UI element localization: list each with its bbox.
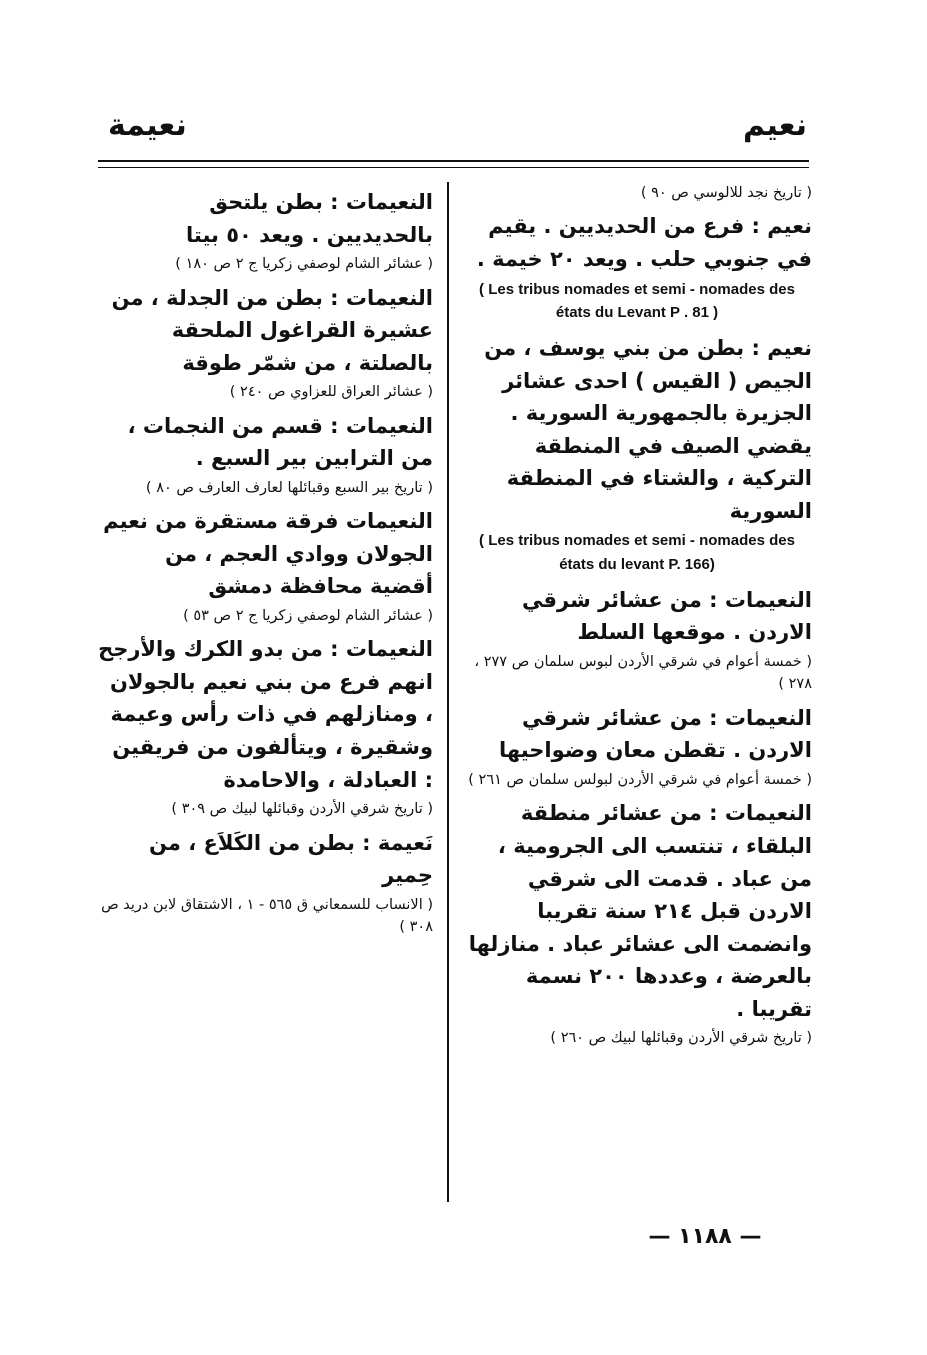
right-column bbox=[462, 180, 812, 1054]
left-entry-8: النعيمات : من بدو الكرك والأرجح انهم فرع من بني نعيم بالجولان ، ومنازلهم في ذات رأس وعيمة وشقيرة ، ويتألفون من فريقين : العبادلة ، والاحامدة bbox=[98, 637, 433, 792]
right-reference-6: ( خمسة أعوام في شرقي الأردن لبوس سلمان ص ٢٧٧ ، ٢٧٨ ) bbox=[474, 653, 812, 693]
header-left-word: نعيمة bbox=[108, 108, 187, 143]
left-entry-6: النعيمات فرقة مستقرة من نعيم الجولان ووادي العجم ، من أقضية محافظة دمشق bbox=[103, 509, 433, 599]
right-entry-1: نعيم : فرع من الحديديين . يقيم في جنوبي حلب . ويعد ٢٠ خيمة . bbox=[476, 214, 812, 272]
right-reference-0: ( تاريخ نجد للالوسي ص ٩٠ ) bbox=[640, 185, 812, 201]
right-entry-5: النعيمات : من عشائر شرقي الاردن . موقعها السلط bbox=[522, 587, 812, 645]
right-entry-7: النعيمات : من عشائر شرقي الاردن . تقطن معان وضواحيها bbox=[498, 705, 812, 763]
left-reference-1: ( عشائر الشام لوصفي زكريا ج ٢ ص ١٨٠ ) bbox=[175, 256, 433, 273]
right-reference-10: ( تاريخ شرقي الأردن وقبائلها لبيك ص ٢٦٠ ) bbox=[550, 1030, 812, 1047]
left-reference-9: ( تاريخ شرقي الأردن وقبائلها لبيك ص ٣٠٩ ) bbox=[171, 801, 433, 818]
header-rule-thin bbox=[98, 167, 809, 168]
left-reference-7: ( عشائر الشام لوصفي زكريا ج ٢ ص ٥٣ ) bbox=[183, 607, 433, 624]
right-reference-2: ( Les tribus nomades et semi - nomades des états du Levant P . 81 ) bbox=[479, 280, 795, 321]
left-entry-10: نَعيمة : بطن من الكَلاَع ، من حِمير bbox=[149, 830, 433, 888]
header-rule-thick bbox=[98, 160, 809, 162]
left-entry-2: النعيمات : بطن من الجدلة ، من عشيرة القراغول الملحقة بالصلتة ، من شمّر طوقة bbox=[111, 285, 433, 375]
left-reference-11: ( الانساب للسمعاني ق ٥٦٥ - ١ ، الاشتقاق لابن دريد ص ٣٠٨ ) bbox=[101, 896, 433, 936]
header-right-word: نعيم bbox=[743, 108, 807, 143]
left-entry-0: النعيمات : بطن يلتحق بالحديديين . ويعد ٥٠ بيتا bbox=[186, 190, 433, 247]
left-entry-4: النعيمات : قسم من النجمات ، من الترابين بير السبع . bbox=[127, 413, 433, 471]
page-number: — ١١٨٨ — bbox=[648, 1224, 762, 1249]
right-entry-9: النعيمات : من عشائر منطقة البلقاء ، تنتسب الى الجرومية ، من عباد . قدمت الى شرقي الاردن قبل ٢١٤ سنة تقريبا وانضمت الى عشائر عباد . منازلها بالعرضة ، وعددها ٢٠٠ نسمة تقريبا . bbox=[468, 801, 812, 1021]
column-divider bbox=[447, 182, 449, 1202]
right-reference-8: ( خمسة أعوام في شرقي الأردن لبولس سلمان ص ٢٦١ ) bbox=[468, 771, 812, 788]
left-column bbox=[98, 180, 433, 943]
right-reference-4: ( Les tribus nomades et semi - nomades des états du levant P. 166) bbox=[479, 532, 795, 573]
right-entry-3: نعيم : بطن من بني يوسف ، من الجيص ( القيس ) احدى عشائر الجزيرة بالجمهورية السورية . يقضي الصيف في المنطقة التركية ، والشتاء في المنطقة السورية bbox=[484, 336, 812, 523]
left-reference-3: ( عشائر العراق للعزاوي ص ٢٤٠ ) bbox=[229, 384, 433, 401]
left-reference-5: ( تاريخ بير السبع وقبائلها لعارف العارف ص ٨٠ ) bbox=[145, 479, 433, 496]
